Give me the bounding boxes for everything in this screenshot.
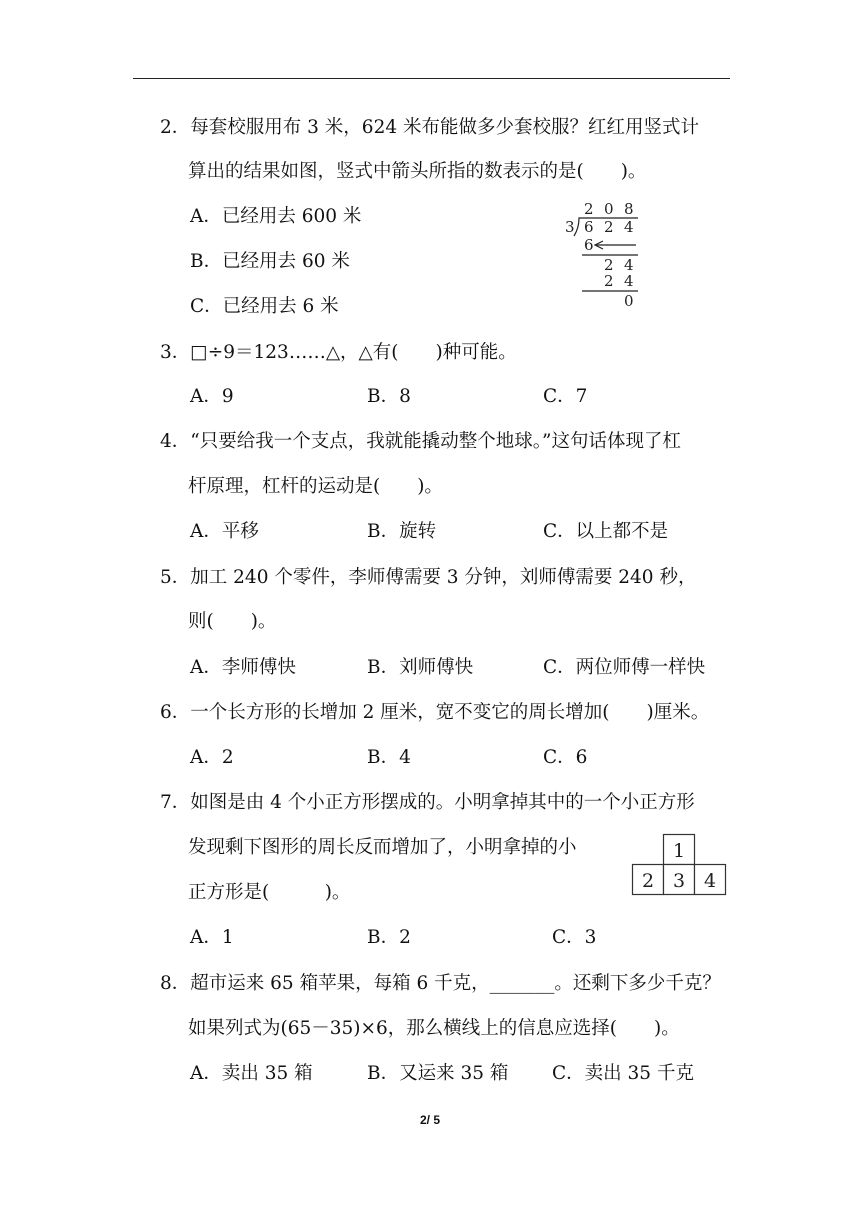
q4-line-2: 杆原理，杠杆的运动是( )。 (188, 476, 443, 497)
quotient-digit: 0 (604, 200, 614, 218)
dividend-digit: 2 (604, 218, 614, 236)
q6-option-b: B．4 (367, 747, 411, 768)
q6-option-c: C．6 (543, 747, 588, 768)
q7-line-2: 发现剩下图形的周长反而增加了，小明拿掉的小 (188, 837, 577, 858)
q2-option-b: B．已经用去 60 米 (190, 251, 350, 272)
q7-line-3: 正方形是( )。 (188, 882, 351, 903)
q7-option-b: B．2 (367, 927, 411, 948)
divisor: 3 (565, 218, 575, 236)
q2-line-1: 2．每套校服用布 3 米，624 米布能做多少套校服？红红用竖式计 (160, 117, 699, 138)
q2-option-c: C．已经用去 6 米 (190, 296, 339, 317)
q3-option-a: A．9 (190, 386, 234, 407)
q8-option-c: C．卖出 35 千克 (552, 1063, 694, 1084)
q5-line-2: 则( )。 (188, 611, 277, 632)
quotient-digit: 8 (624, 200, 634, 218)
quotient-digit: 2 (584, 200, 594, 218)
page-number: 2/ 5 (419, 1113, 440, 1127)
remainder: 0 (624, 292, 634, 310)
dividend-digit: 6 (584, 218, 594, 236)
q7-option-a: A．1 (190, 927, 234, 948)
q3-option-b: B．8 (367, 386, 411, 407)
q5-line-1: 5．加工 240 个零件，李师傅需要 3 分钟，刘师傅需要 240 秒， (160, 567, 697, 588)
q3-option-c: C．7 (543, 386, 588, 407)
q4-option-a: A．平移 (190, 521, 259, 542)
subtraction-step: 6 (584, 236, 594, 254)
q4-option-c: C．以上都不是 (543, 521, 669, 542)
q4-line-1: 4．“只要给我一个支点，我就能撬动整个地球。”这句话体现了杠 (160, 431, 681, 452)
q7-line-1: 7．如图是由 4 个小正方形摆成的。小明拿掉其中的一个小正方形 (160, 792, 695, 813)
q5-option-c: C．两位师傅一样快 (543, 657, 706, 678)
step-digit: 2 (604, 256, 614, 274)
squares-figure (630, 832, 730, 898)
dividend-digit: 4 (624, 218, 634, 236)
q5-option-b: B．刘师傅快 (367, 657, 474, 678)
q6-line-1: 6．一个长方形的长增加 2 厘米，宽不变它的周长增加( )厘米。 (160, 702, 710, 723)
q7-option-c: C．3 (552, 927, 597, 948)
step-digit: 4 (624, 256, 634, 274)
q8-line-1: 8．超市运来 65 箱苹果，每箱 6 千克，_______。还剩下多少千克？ (160, 973, 721, 994)
q2-line-2: 算出的结果如图，竖式中箭头所指的数表示的是( )。 (188, 161, 647, 182)
q8-line-2: 如果列式为(65－35)×6，那么横线上的信息应选择( )。 (188, 1018, 680, 1039)
q6-option-a: A．2 (190, 747, 234, 768)
square-label: 3 (672, 870, 686, 892)
square-label: 2 (641, 870, 655, 892)
square-label: 4 (703, 870, 717, 892)
q5-option-a: A．李师傅快 (190, 657, 296, 678)
q8-option-b: B．又运来 35 箱 (367, 1063, 509, 1084)
square-label: 1 (672, 840, 686, 862)
step-digit: 4 (624, 272, 634, 290)
q4-option-b: B．旋转 (367, 521, 437, 542)
header-rule (133, 78, 730, 79)
q3-line-1: 3．□÷9＝123……△，△有( )种可能。 (160, 342, 517, 363)
q8-option-a: A．卖出 35 箱 (190, 1063, 313, 1084)
step-digit: 2 (604, 272, 614, 290)
long-division-figure (560, 198, 650, 313)
q2-option-a: A．已经用去 600 米 (190, 206, 362, 227)
